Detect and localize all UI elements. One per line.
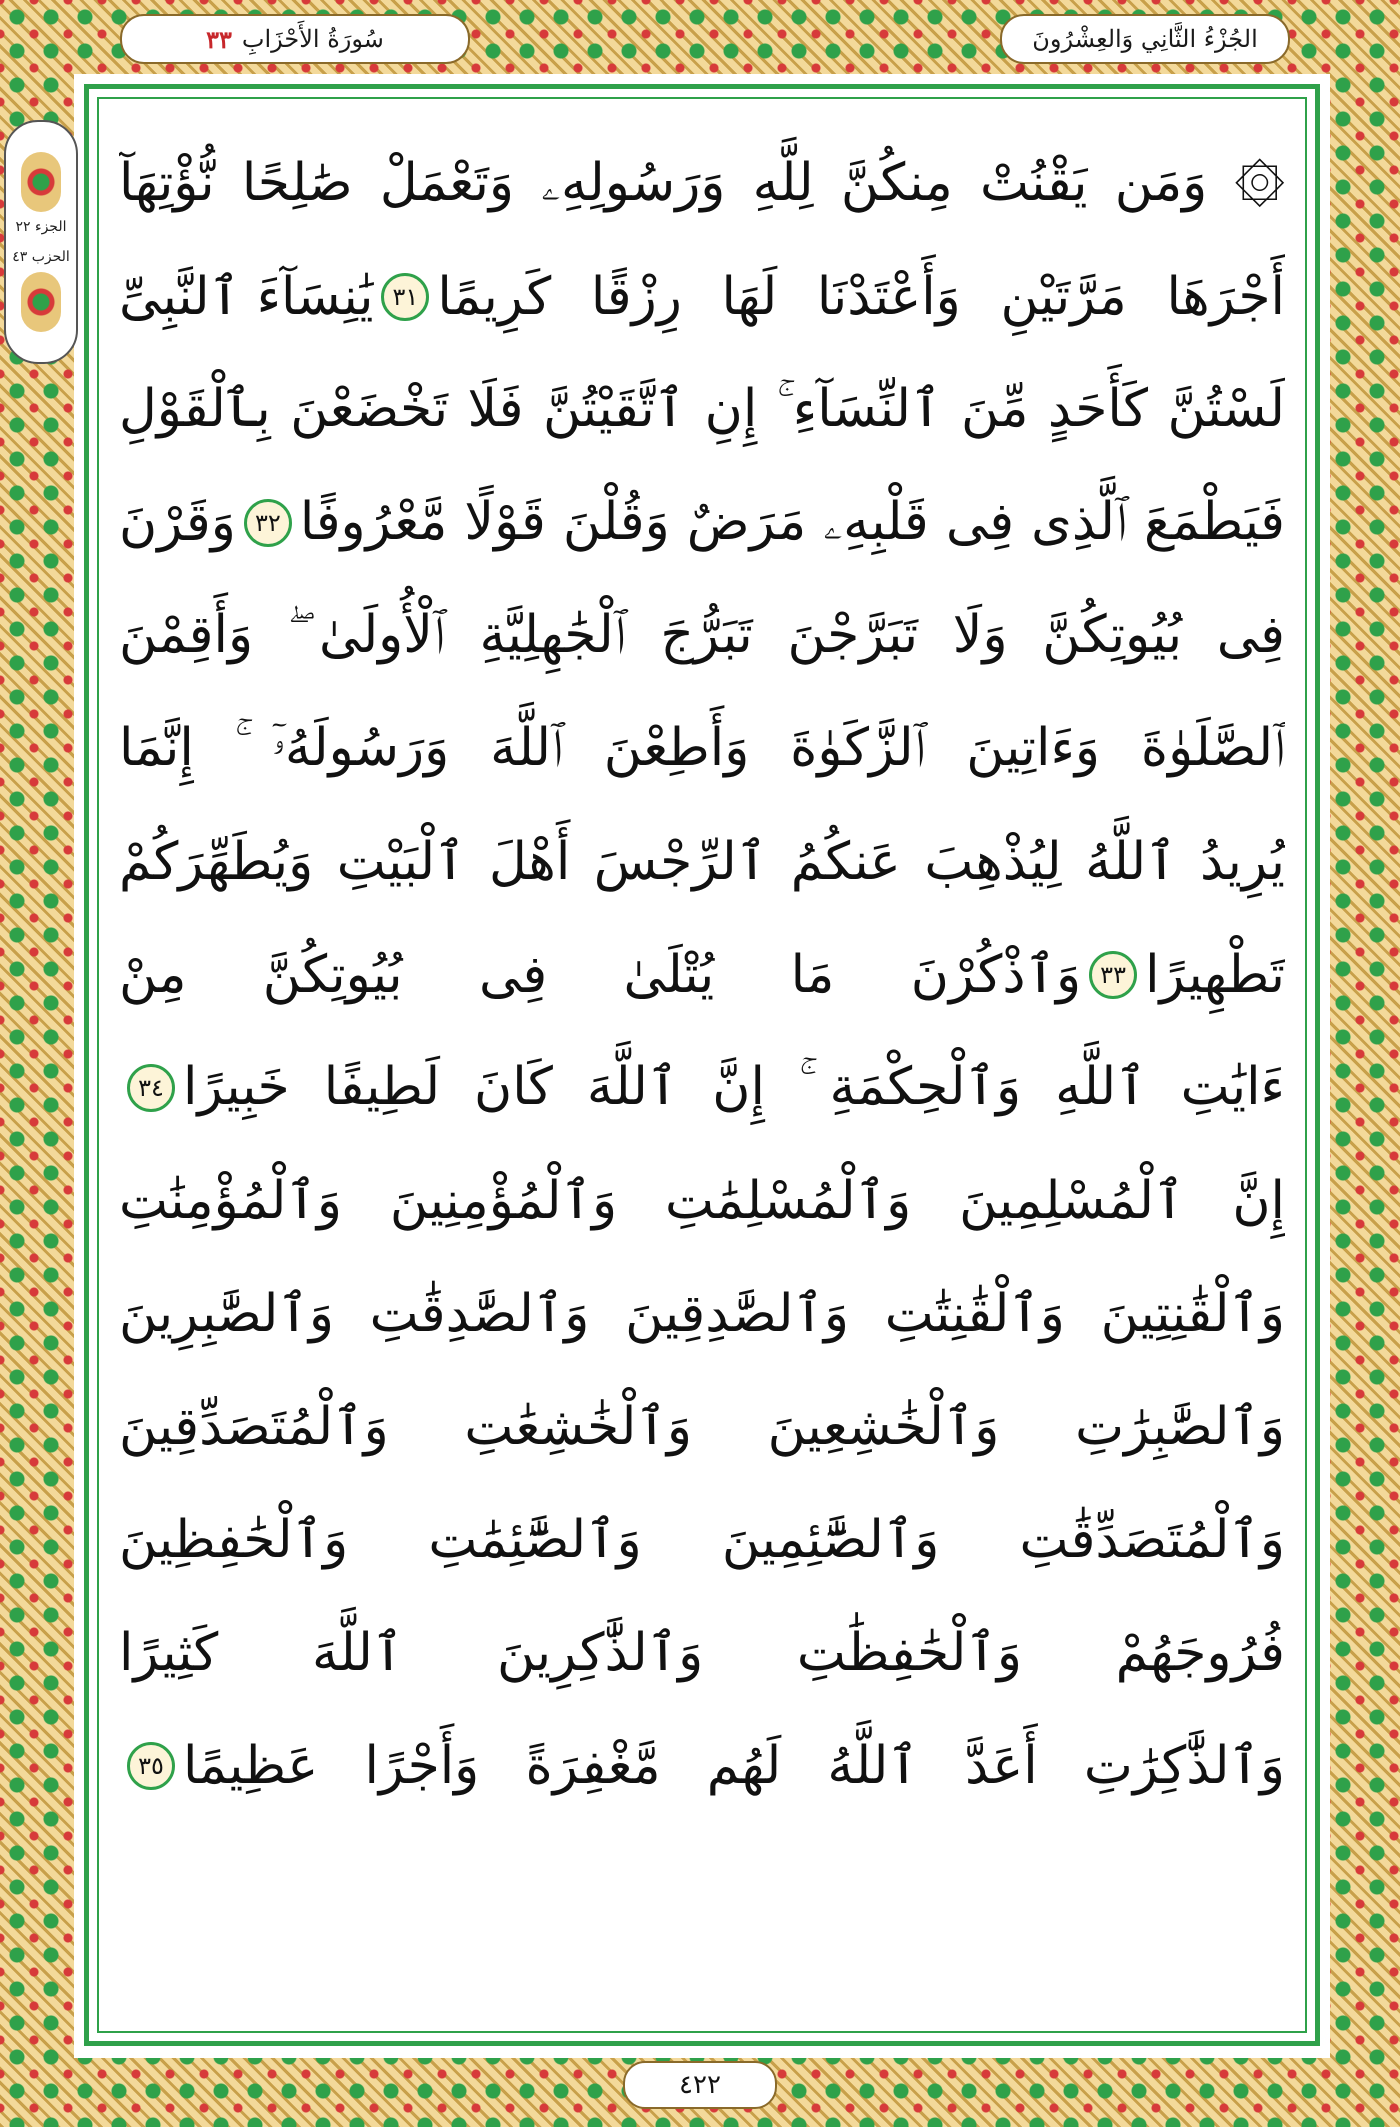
surah-name: سُورَةُ الأَحْزَابِ [241,25,384,53]
verse-line: يُرِيدُ ٱللَّهُ لِيُذْهِبَ عَنكُمُ ٱلرِّجْسَ أَهْلَ ٱلْبَيْتِ وَيُطَهِّرَكُمْ [119,831,1285,892]
ayah-marker: ٣٢ [244,499,292,547]
ayah-marker: ٣٤ [127,1064,175,1112]
page-number: ٤٢٢ [623,2061,777,2109]
verse-line: وَٱلذَّٰكِرَٰتِ أَعَدَّ ٱللَّهُ لَهُم مَّغْفِرَةً وَأَجْرًا عَظِيمًا ٣٥ [119,1709,1285,1822]
verse-line: إِنَّ ٱلْمُسْلِمِينَ وَٱلْمُسْلِمَٰتِ وَٱلْمُؤْمِنِينَ وَٱلْمُؤْمِنَٰتِ [119,1170,1285,1231]
surah-title-box [120,14,470,64]
juz-side-badge [4,120,78,364]
verse-line: فِى بُيُوتِكُنَّ وَلَا تَبَرَّجْنَ تَبَرُّجَ ٱلْجَٰهِلِيَّةِ ٱلْأُولَىٰ ۖ وَأَقِمْنَ [119,605,1285,665]
juz-name: الجُزْءُ الثَّانِي وَالعِشْرُونَ [1032,25,1258,53]
verse-continuation: يَٰنِسَآءَ ٱلنَّبِىِّ [119,266,374,327]
rosette-ornament-icon [21,152,61,212]
verse-line: وَٱلْقَٰنِتِينَ وَٱلْقَٰنِتَٰتِ وَٱلصَّٰدِقِينَ وَٱلصَّٰدِقَٰتِ وَٱلصَّٰبِرِينَ [119,1283,1285,1344]
verse-line: فُرُوجَهُمْ وَٱلْحَٰفِظَٰتِ وَٱلذَّٰكِرِينَ ٱللَّهَ كَثِيرًا [119,1622,1285,1683]
juz-title-box [1000,14,1290,64]
ayah-marker: ٣٥ [127,1742,175,1790]
page-header [120,14,1290,66]
side-hizb-label: الحزب ٤٣ [12,249,70,265]
text-panel [84,84,1320,2046]
side-juz-label: الجزء ٢٢ [15,219,67,235]
verse-line: ٱلصَّلَوٰةَ وَءَاتِينَ ٱلزَّكَوٰةَ وَأَطِعْنَ ٱللَّهَ وَرَسُولَهُۥٓ ۚ إِنَّمَا [119,718,1285,778]
ayah-marker: ٣١ [381,273,429,321]
surah-number: ٣٣ [206,24,232,54]
verse-line: وَٱلْمُتَصَدِّقَٰتِ وَٱلصَّٰٓئِمِينَ وَٱلصَّٰٓئِمَٰتِ وَٱلْحَٰفِظِينَ [119,1509,1285,1570]
verse-line: فَيَطْمَعَ ٱلَّذِى فِى قَلْبِهِۦ مَرَضٌ وَقُلْنَ قَوْلًا مَّعْرُوفًا ٣٢ وَقَرْنَ [119,492,1285,553]
verse-line: ءَايَٰتِ ٱللَّهِ وَٱلْحِكْمَةِ ۚ إِنَّ ٱللَّهَ كَانَ لَطِيفًا خَبِيرًا ٣٤ [119,1031,1285,1144]
verse-line: وَٱلصَّٰبِرَٰتِ وَٱلْخَٰشِعِينَ وَٱلْخَٰشِعَٰتِ وَٱلْمُتَصَدِّقِينَ [119,1396,1285,1457]
verse-continuation: وَقَرْنَ [119,492,236,553]
verse-line: أَجْرَهَا مَرَّتَيْنِ وَأَعْتَدْنَا لَهَا رِزْقًا كَرِيمًا ٣١ يَٰنِسَآءَ ٱلنَّبِىِّ [119,266,1285,327]
rosette-ornament-icon [21,272,61,332]
verse-line: ۞ وَمَن يَقْنُتْ مِنكُنَّ لِلَّهِ وَرَسُولِهِۦ وَتَعْمَلْ صَٰلِحًا نُّؤْتِهَآ [119,153,1285,213]
verse-line: تَطْهِيرًا ٣٣ وَٱذْكُرْنَ مَا يُتْلَىٰ فِى بُيُوتِكُنَّ مِنْ [119,944,1285,1005]
verse-lines [119,127,1285,1822]
ayah-marker: ٣٣ [1089,951,1137,999]
verse-line: لَسْتُنَّ كَأَحَدٍ مِّنَ ٱلنِّسَآءِ ۚ إِنِ ٱتَّقَيْتُنَّ فَلَا تَخْضَعْنَ بِٱلْقَوْلِ [119,379,1285,439]
verse-continuation: وَٱذْكُرْنَ مَا يُتْلَىٰ فِى بُيُوتِكُنَّ مِنْ [119,944,1082,1005]
